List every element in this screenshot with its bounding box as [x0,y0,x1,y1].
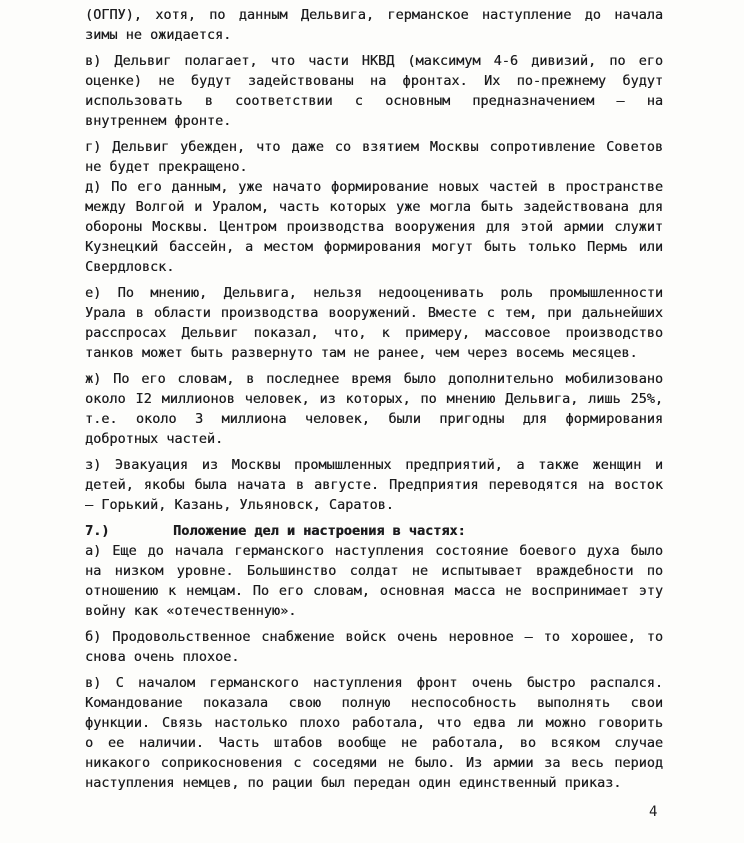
text-line: в) Дельвиг полагает, что части НКВД (максимум 4-6 дивизий, по его [85,53,663,69]
text-line: б) Продовольственное снабжение войск очень неровное — то хорошее, то [85,629,663,645]
text-line: Кузнецкий бассейн, а местом формирования могут быть только Пермь или [85,239,663,255]
text-line: между Волгой и Уралом, часть которых уже могла быть задействована для [85,199,663,215]
text-line: танков может быть развернуто там не ранее, чем через восемь месяцев. [85,345,638,361]
text-line: внутреннем фронте. [85,113,232,129]
text-line: ж) По его словам, в последнее время было дополнительно мобилизовано [85,371,663,387]
text-line: расспросах Дельвиг показал, что, к примеру, массовое производство [85,325,663,341]
paragraph [85,51,663,131]
page-number: 4 [649,804,658,820]
text-line: оценке) не будут задействованы на фронтах. Их по-прежнему будут [85,73,663,89]
paragraph [85,541,663,621]
text-line: д) По его данным, уже начато формирование новых частей в пространстве [85,179,663,195]
text-line: снова очень плохое. [85,649,240,665]
paragraph [85,673,663,793]
paragraph [85,369,663,449]
text-line: — Горький, Казань, Ульяновск, Саратов. [85,497,394,513]
paragraph [85,455,663,515]
text-column [85,5,663,793]
text-line: Свердловск. [85,259,175,275]
paragraph [85,137,663,177]
section-heading-line [85,521,663,541]
text-line: Урала в области производства вооружений. Вместе с тем, при дальнейших [85,305,663,321]
text-line: функции. Связь настолько плохо работала, что едва ли можно говорить [85,715,663,731]
text-line: наступления немцев, по рации был передан один единственный приказ. [85,775,622,791]
text-line: т.е. около 3 миллиона человек, были пригодны для формирования [85,411,663,427]
text-line: использовать в соответствии с основным предназначением — на [85,93,663,109]
text-line: отношению к немцам. По его словам, основная масса не воспринимает эту [85,583,663,599]
text-line: не будет прекращено. [85,159,248,175]
text-line: (ОГПУ), хотя, по данным Дельвига, германское наступление до начала [85,7,663,23]
text-line: добротных частей. [85,431,224,447]
text-line: з) Эвакуация из Москвы промышленных предприятий, а также женщин и [85,457,663,473]
text-line: зимы не ожидается. [85,27,232,43]
text-line: а) Еще до начала германского наступления состояние боевого духа было [85,543,663,559]
text-line: г) Дельвиг убежден, что даже со взятием Москвы сопротивление Советов [85,139,663,155]
text-line: никакого соприкосновения с соседями не было. Из армии за весь период [85,755,663,771]
paragraph [85,5,663,45]
section-heading [85,521,663,541]
text-line: войну как «отечественную». [85,603,297,619]
text-line: около I2 миллионов человек, из которых, по мнению Дельвига, лишь 25%, [85,391,663,407]
text-line: обороны Москвы. Центром производства вооружения для этой армии служит [85,219,663,235]
text-line: Командование показала свою полную неспособность выполнять свои [85,695,663,711]
text-line: о ее наличии. Часть штабов вообще не работала, во всяком случае [85,735,663,751]
text-line: е) По мнению, Дельвига, нельзя недооценивать роль промышленности [85,285,663,301]
text-line: детей, якобы была начата в августе. Предприятия переводятся на восток [85,477,663,493]
paragraph [85,177,663,277]
text-line: в) С началом германского наступления фронт очень быстро распался. [85,675,663,691]
text-line: на низком уровне. Большинство солдат не испытывает враждебности по [85,563,663,579]
paragraph [85,627,663,667]
paragraph [85,283,663,363]
section-number: 7.) [85,523,110,539]
section-title: Положение дел и настроения в частях: [173,523,466,539]
